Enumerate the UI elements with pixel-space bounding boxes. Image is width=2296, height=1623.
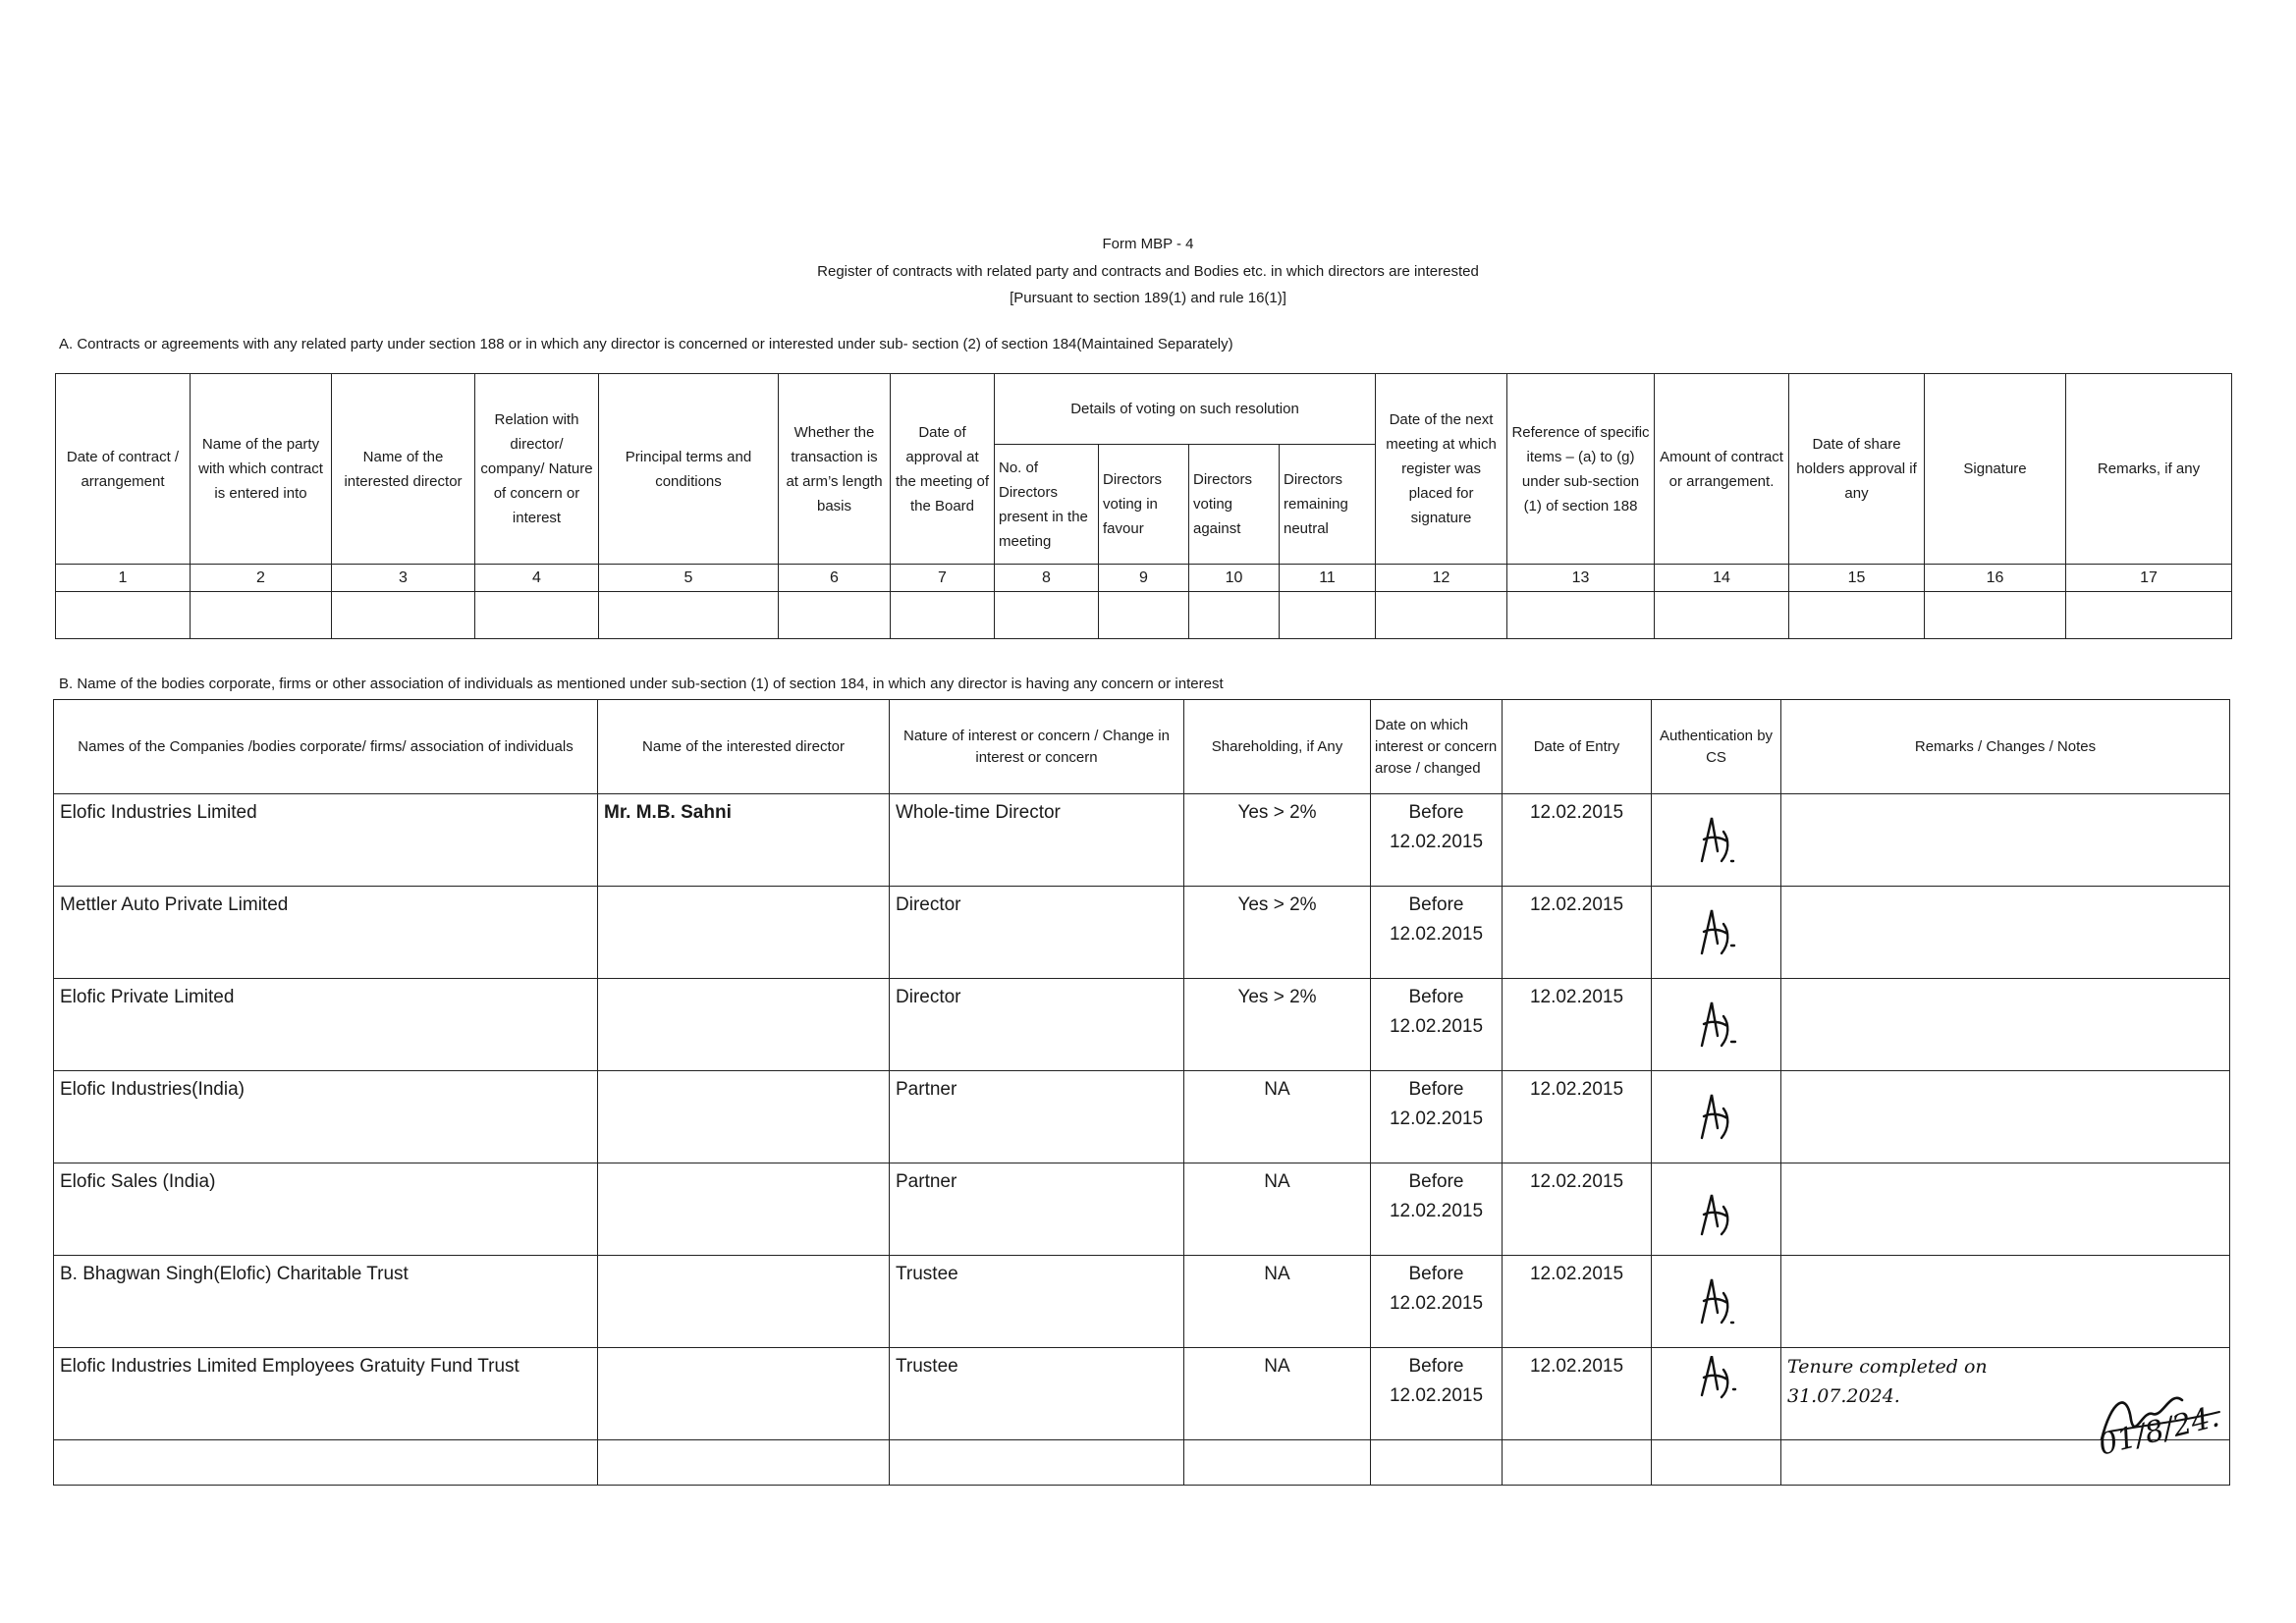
column-number: 1 (56, 565, 191, 592)
interested-director (598, 1071, 890, 1163)
interested-director: Mr. M.B. Sahni (598, 794, 890, 887)
column-number: 15 (1789, 565, 1925, 592)
column-number: 8 (995, 565, 1099, 592)
header-principal-terms: Principal terms and conditions (599, 374, 779, 565)
header-directors-neutral: Directors remaining neutral (1280, 445, 1376, 565)
shareholding: NA (1184, 1071, 1371, 1163)
cs-initials-signature (1652, 1163, 1781, 1256)
date-of-entry: 12.02.2015 (1503, 1071, 1652, 1163)
table-row (54, 1348, 2230, 1440)
header-directors-present: No. of Directors present in the meeting (995, 445, 1099, 565)
remarks (1781, 979, 2230, 1071)
form-title: Form MBP - 4 (1102, 236, 1194, 252)
column-number: 6 (779, 565, 891, 592)
nature-of-interest: Whole-time Director (890, 794, 1184, 887)
interested-director (598, 979, 890, 1071)
interested-director (598, 1163, 890, 1256)
remarks (1781, 794, 2230, 887)
column-number: 16 (1925, 565, 2066, 592)
cs-initials-signature (1652, 887, 1781, 979)
nature-of-interest: Director (890, 979, 1184, 1071)
header-interested-director: Name of the interested director (598, 700, 890, 794)
header-date-of-contract: Date of contract / arrangement (56, 374, 191, 565)
handwritten-remark: Tenure completed on 31.07.2024. (1781, 1348, 2230, 1440)
column-number: 7 (891, 565, 995, 592)
shareholding: NA (1184, 1348, 1371, 1440)
shareholding: Yes > 2% (1184, 979, 1371, 1071)
column-number: 14 (1655, 565, 1789, 592)
interested-director (598, 1256, 890, 1348)
date-arose: Before 12.02.2015 (1371, 1256, 1503, 1348)
header-directors-favour: Directors voting in favour (1099, 445, 1189, 565)
date-of-entry: 12.02.2015 (1503, 794, 1652, 887)
header-shareholding: Shareholding, if Any (1184, 700, 1371, 794)
header-interested-director: Name of the interested director (332, 374, 475, 565)
header-date-of-entry: Date of Entry (1503, 700, 1652, 794)
date-of-entry: 12.02.2015 (1503, 1163, 1652, 1256)
cs-initials-signature (1652, 1071, 1781, 1163)
column-number: 5 (599, 565, 779, 592)
shareholding: Yes > 2% (1184, 887, 1371, 979)
cs-initials-signature (1652, 794, 1781, 887)
column-number: 2 (191, 565, 332, 592)
remarks (1781, 1256, 2230, 1348)
header-directors-against: Directors voting against (1189, 445, 1280, 565)
interest-bodies-table (53, 699, 2230, 1486)
column-number: 17 (2066, 565, 2232, 592)
cs-initials-signature (1652, 1348, 1781, 1440)
date-arose: Before 12.02.2015 (1371, 794, 1503, 887)
empty-row (54, 1440, 2230, 1486)
header-voting-details: Details of voting on such resolution (995, 374, 1376, 445)
table-row (54, 794, 2230, 887)
header-authentication: Authentication by CS (1652, 700, 1781, 794)
header-nature-of-interest: Nature of interest or concern / Change in interest or concern (890, 700, 1184, 794)
column-number: 13 (1507, 565, 1655, 592)
handwritten-signature-date (2092, 1371, 2273, 1465)
date-arose: Before 12.02.2015 (1371, 1071, 1503, 1163)
date-of-entry: 12.02.2015 (1503, 887, 1652, 979)
company-name: Elofic Industries Limited Employees Gratuity Fund Trust (54, 1348, 598, 1440)
table-row (54, 1256, 2230, 1348)
nature-of-interest: Partner (890, 1163, 1184, 1256)
company-name: Elofic Industries(India) (54, 1071, 598, 1163)
remarks (1781, 1163, 2230, 1256)
pursuant-note: [Pursuant to section 189(1) and rule 16(1)] (1010, 290, 1286, 306)
header-reference-items: Reference of specific items – (a) to (g) under sub-section (1) of section 188 (1507, 374, 1655, 565)
header-company-names: Names of the Companies /bodies corporate/ firms/ association of individuals (54, 700, 598, 794)
signature-date: 01/8/24. (2095, 1399, 2223, 1463)
column-number: 9 (1099, 565, 1189, 592)
remarks (1781, 1071, 2230, 1163)
header-next-meeting: Date of the next meeting at which register was placed for signature (1376, 374, 1507, 565)
company-name: Mettler Auto Private Limited (54, 887, 598, 979)
company-name: Elofic Sales (India) (54, 1163, 598, 1256)
column-number: 10 (1189, 565, 1280, 592)
cs-initials-signature (1652, 1256, 1781, 1348)
date-arose: Before 12.02.2015 (1371, 887, 1503, 979)
column-number: 4 (475, 565, 599, 592)
shareholding: NA (1184, 1163, 1371, 1256)
header-relation: Relation with director/ company/ Nature of concern or interest (475, 374, 599, 565)
date-arose: Before 12.02.2015 (1371, 1163, 1503, 1256)
header-remarks: Remarks, if any (2066, 374, 2232, 565)
header-remarks: Remarks / Changes / Notes (1781, 700, 2230, 794)
column-number: 12 (1376, 565, 1507, 592)
nature-of-interest: Trustee (890, 1348, 1184, 1440)
header-amount: Amount of contract or arrangement. (1655, 374, 1789, 565)
interested-director (598, 887, 890, 979)
company-name: Elofic Private Limited (54, 979, 598, 1071)
company-name: B. Bhagwan Singh(Elofic) Charitable Trust (54, 1256, 598, 1348)
date-arose: Before 12.02.2015 (1371, 979, 1503, 1071)
nature-of-interest: Trustee (890, 1256, 1184, 1348)
shareholding: NA (1184, 1256, 1371, 1348)
section-a-title: A. Contracts or agreements with any related party under section 188 or in which any director is concerned or interested under sub- section (2) of section 184(Maintained Separately) (59, 336, 1233, 352)
date-of-entry: 12.02.2015 (1503, 1348, 1652, 1440)
register-title: Register of contracts with related party and contracts and Bodies etc. in which directors are interested (817, 263, 1479, 280)
table-row (54, 979, 2230, 1071)
header-date-arose: Date on which interest or concern arose / changed (1371, 700, 1503, 794)
table-row (54, 1163, 2230, 1256)
column-number: 11 (1280, 565, 1376, 592)
date-arose: Before 12.02.2015 (1371, 1348, 1503, 1440)
column-number: 3 (332, 565, 475, 592)
cs-initials-signature (1652, 979, 1781, 1071)
company-name: Elofic Industries Limited (54, 794, 598, 887)
date-of-entry: 12.02.2015 (1503, 1256, 1652, 1348)
header-board-approval-date: Date of approval at the meeting of the Board (891, 374, 995, 565)
header-shareholder-approval: Date of share holders approval if any (1789, 374, 1925, 565)
nature-of-interest: Director (890, 887, 1184, 979)
shareholding: Yes > 2% (1184, 794, 1371, 887)
remarks (1781, 887, 2230, 979)
header-party-name: Name of the party with which contract is entered into (191, 374, 332, 565)
table-row (54, 1071, 2230, 1163)
table-row (54, 887, 2230, 979)
related-party-contracts-table (55, 373, 2232, 639)
header-signature: Signature (1925, 374, 2066, 565)
section-b-title: B. Name of the bodies corporate, firms or other association of individuals as mentioned under sub-section (1) of section 184, in which any director is having any concern or interest (59, 676, 1224, 692)
nature-of-interest: Partner (890, 1071, 1184, 1163)
interested-director (598, 1348, 890, 1440)
header-arms-length: Whether the transaction is at arm’s length basis (779, 374, 891, 565)
date-of-entry: 12.02.2015 (1503, 979, 1652, 1071)
empty-row (56, 592, 2232, 639)
